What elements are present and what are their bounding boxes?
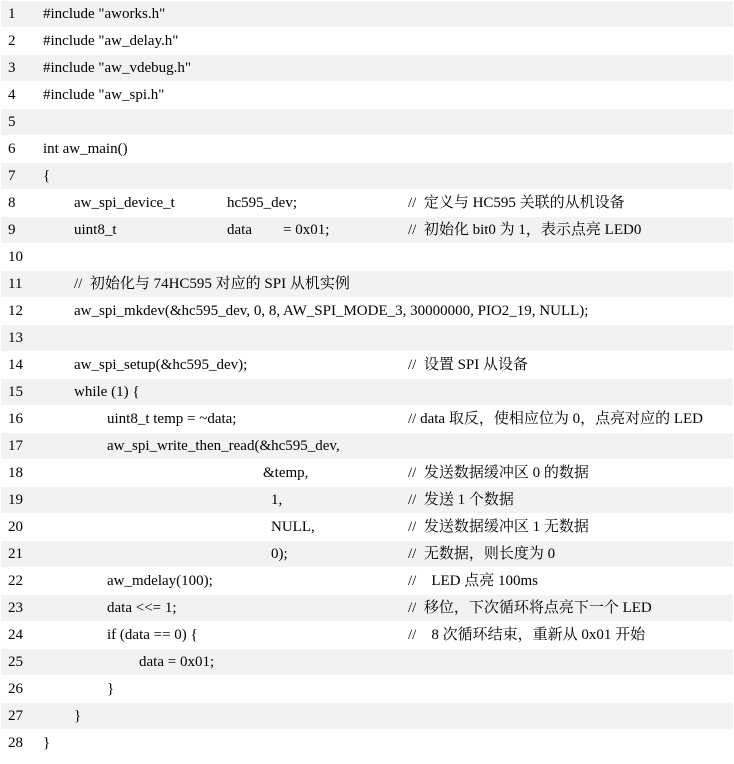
code-line-22 — [1, 568, 733, 595]
line-number: 3 — [8, 60, 16, 76]
code-line-11 — [1, 271, 733, 298]
code-comment: // 定义与 HC595 关联的从机设备 — [408, 195, 625, 211]
code-comment: // 发送数据缓冲区 0 的数据 — [408, 465, 589, 481]
code-comment: // LED 点亮 100ms — [408, 573, 538, 589]
code-text: uint8_t — [74, 222, 117, 238]
line-number: 1 — [8, 6, 16, 22]
code-line-27 — [1, 703, 733, 730]
code-text: aw_spi_device_t — [74, 195, 175, 211]
code-line-3 — [1, 55, 733, 82]
code-text: 1, — [271, 492, 283, 508]
code-line-2 — [1, 28, 733, 55]
code-line-20 — [1, 514, 733, 541]
code-line-17 — [1, 433, 733, 460]
code-comment: // data 取反，使相应位为 0，点亮对应的 LED — [408, 411, 703, 427]
line-number: 9 — [8, 222, 16, 238]
code-identifier: hc595_dev; — [227, 195, 297, 211]
code-comment: // 移位，下次循环将点亮下一个 LED — [408, 600, 652, 616]
line-number: 16 — [8, 411, 23, 427]
code-text: } — [74, 708, 82, 724]
code-text: } — [43, 735, 51, 751]
code-comment: // 初始化与 74HC595 对应的 SPI 从机实例 — [74, 276, 350, 292]
code-comment: // 8 次循环结束，重新从 0x01 开始 — [408, 627, 646, 643]
line-number: 8 — [8, 195, 16, 211]
line-number: 15 — [8, 384, 23, 400]
code-comment: // 发送数据缓冲区 1 无数据 — [408, 519, 589, 535]
code-line-9 — [1, 217, 733, 244]
line-number: 25 — [8, 654, 23, 670]
line-number: 10 — [8, 249, 23, 265]
code-text: aw_spi_setup(&hc595_dev); — [74, 357, 248, 373]
code-line-16 — [1, 406, 733, 433]
code-text: aw_mdelay(100); — [107, 573, 213, 589]
code-line-26 — [1, 676, 733, 703]
code-line-8 — [1, 190, 733, 217]
code-line-18 — [1, 460, 733, 487]
line-number: 13 — [8, 330, 23, 346]
code-initializer: = 0x01; — [283, 222, 330, 238]
code-line-13 — [1, 325, 733, 352]
code-line-12 — [1, 298, 733, 325]
code-text: 0); — [271, 546, 288, 562]
code-text: NULL, — [271, 519, 315, 535]
code-text: while (1) { — [74, 384, 140, 400]
code-identifier: data — [227, 222, 252, 238]
code-line-28 — [1, 730, 733, 757]
line-number: 19 — [8, 492, 23, 508]
code-line-24 — [1, 622, 733, 649]
code-line-14 — [1, 352, 733, 379]
code-line-15 — [1, 379, 733, 406]
line-number: 18 — [8, 465, 23, 481]
code-line-23 — [1, 595, 733, 622]
code-text: aw_spi_mkdev(&hc595_dev, 0, 8, AW_SPI_MODE_3, 30000000, PIO2_19, NULL); — [74, 303, 589, 319]
line-number: 21 — [8, 546, 23, 562]
code-line-4 — [1, 82, 733, 109]
code-line-7 — [1, 163, 733, 190]
code-text: #include "aworks.h" — [43, 6, 166, 22]
line-number: 27 — [8, 708, 23, 724]
code-text: uint8_t temp = ~data; — [107, 411, 237, 427]
code-text: data = 0x01; — [139, 654, 215, 670]
code-text: aw_spi_write_then_read(&hc595_dev, — [107, 438, 340, 454]
code-line-19 — [1, 487, 733, 514]
line-number: 2 — [8, 33, 16, 49]
code-line-25 — [1, 649, 733, 676]
line-number: 14 — [8, 357, 23, 373]
code-text: #include "aw_spi.h" — [43, 87, 165, 103]
line-number: 7 — [8, 168, 16, 184]
line-number: 26 — [8, 681, 23, 697]
code-text: #include "aw_vdebug.h" — [43, 60, 192, 76]
code-comment: // 无数据，则长度为 0 — [408, 546, 556, 562]
line-number: 28 — [8, 735, 23, 751]
code-line-21 — [1, 541, 733, 568]
line-number: 6 — [8, 141, 16, 157]
code-text: &temp, — [263, 465, 309, 481]
code-line-1 — [1, 1, 733, 28]
code-comment: // 初始化 bit0 为 1，表示点亮 LED0 — [408, 222, 642, 238]
line-number: 20 — [8, 519, 23, 535]
code-line-10 — [1, 244, 733, 271]
line-number: 4 — [8, 87, 16, 103]
code-text: } — [107, 681, 115, 697]
line-number: 22 — [8, 573, 23, 589]
line-number: 11 — [8, 276, 23, 292]
line-number: 24 — [8, 627, 23, 643]
code-comment: // 发送 1 个数据 — [408, 492, 514, 508]
code-text: #include "aw_delay.h" — [43, 33, 179, 49]
line-number: 17 — [8, 438, 23, 454]
code-text: data <<= 1; — [107, 600, 177, 616]
line-number: 5 — [8, 114, 16, 130]
code-line-6 — [1, 136, 733, 163]
code-line-5 — [1, 109, 733, 136]
code-text: int aw_main() — [43, 141, 128, 157]
line-number: 12 — [8, 303, 23, 319]
code-text: { — [43, 168, 51, 184]
line-number: 23 — [8, 600, 23, 616]
code-comment: // 设置 SPI 从设备 — [408, 357, 529, 373]
code-text: if (data == 0) { — [107, 627, 198, 643]
